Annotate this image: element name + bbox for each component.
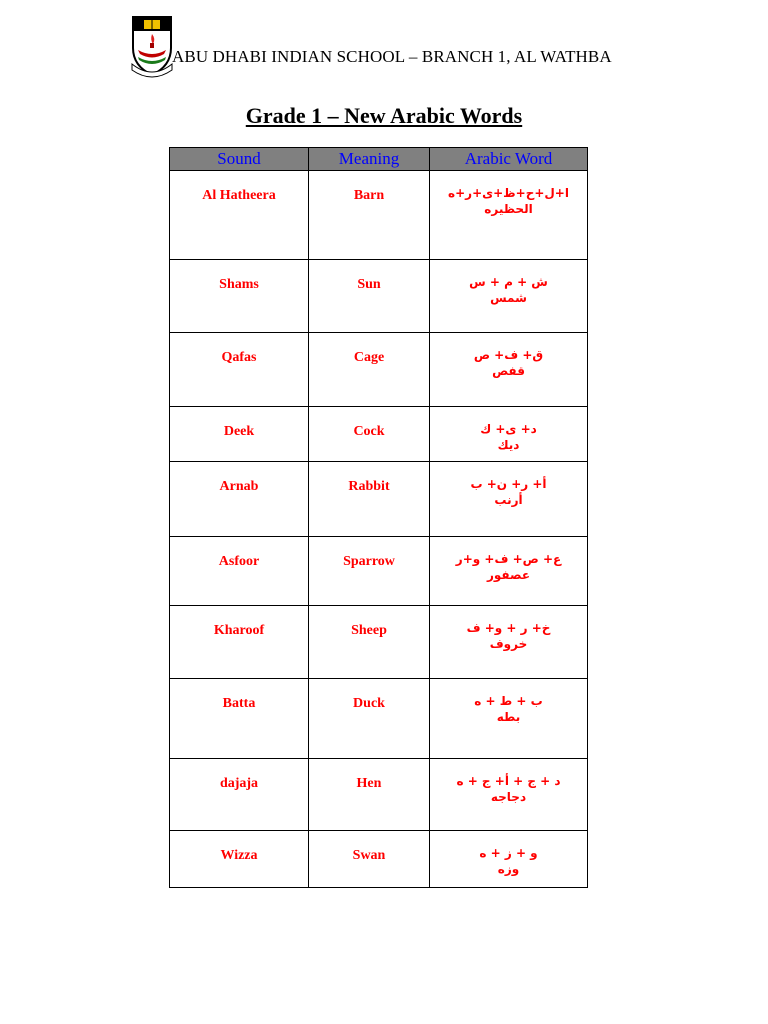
arabic-letters: ش + م + س bbox=[469, 275, 548, 289]
arabic-word-cell bbox=[430, 333, 588, 407]
column-header-meaning: Meaning bbox=[309, 148, 430, 171]
meaning-cell: Swan bbox=[309, 831, 430, 888]
school-name: ABU DHABI INDIAN SCHOOL – BRANCH 1, AL WATHBA bbox=[172, 47, 612, 66]
sound-cell: Qafas bbox=[170, 333, 309, 407]
arabic-words-table bbox=[169, 147, 588, 888]
table-row bbox=[170, 462, 588, 537]
arabic-word-cell bbox=[430, 759, 588, 831]
arabic-word-cell bbox=[430, 831, 588, 888]
column-header-sound: Sound bbox=[170, 148, 309, 171]
sound-cell: Asfoor bbox=[170, 537, 309, 606]
arabic-letters: د+ ى+ ك bbox=[480, 422, 537, 436]
arabic-word-cell bbox=[430, 606, 588, 679]
arabic-letters: خ+ ر + و+ ف bbox=[466, 621, 551, 635]
arabic-letters: و + ز + ه bbox=[479, 846, 538, 860]
sound-cell: Shams bbox=[170, 260, 309, 333]
table-row bbox=[170, 407, 588, 462]
meaning-cell: Duck bbox=[309, 679, 430, 759]
arabic-word-cell bbox=[430, 537, 588, 606]
meaning-cell: Sheep bbox=[309, 606, 430, 679]
arabic-word-cell bbox=[430, 260, 588, 333]
table-row bbox=[170, 537, 588, 606]
arabic-word: قفص bbox=[492, 364, 525, 378]
arabic-letters: د + ج + أ+ ج + ه bbox=[456, 774, 561, 788]
table-row bbox=[170, 679, 588, 759]
arabic-word: عصفور bbox=[486, 568, 531, 582]
arabic-word: خروف bbox=[489, 637, 528, 651]
meaning-cell: Barn bbox=[309, 171, 430, 260]
arabic-word: ديك bbox=[497, 438, 520, 452]
sound-cell: Kharoof bbox=[170, 606, 309, 679]
arabic-word: دجاجه bbox=[490, 790, 527, 804]
column-header-arabic-word: Arabic Word bbox=[430, 148, 588, 171]
arabic-word-cell bbox=[430, 407, 588, 462]
arabic-letters: أ+ ر+ ن+ ب bbox=[470, 477, 547, 491]
sound-cell: Wizza bbox=[170, 831, 309, 888]
table-row bbox=[170, 831, 588, 888]
table-row bbox=[170, 759, 588, 831]
sound-cell: dajaja bbox=[170, 759, 309, 831]
arabic-word-cell bbox=[430, 462, 588, 537]
table-header-row bbox=[170, 148, 588, 171]
arabic-word-cell bbox=[430, 679, 588, 759]
arabic-word: الحظيره bbox=[484, 202, 533, 216]
table-row bbox=[170, 333, 588, 407]
table-row bbox=[170, 260, 588, 333]
school-crest-icon bbox=[130, 14, 174, 78]
arabic-letters: ب + ط + ه bbox=[474, 694, 543, 708]
arabic-word: شمس bbox=[490, 291, 527, 305]
arabic-word: أرنب bbox=[494, 493, 523, 507]
meaning-cell: Rabbit bbox=[309, 462, 430, 537]
meaning-cell: Cock bbox=[309, 407, 430, 462]
sound-cell: Arnab bbox=[170, 462, 309, 537]
arabic-word: بطه bbox=[496, 710, 521, 724]
meaning-cell: Sparrow bbox=[309, 537, 430, 606]
table-row bbox=[170, 606, 588, 679]
meaning-cell: Sun bbox=[309, 260, 430, 333]
arabic-letters: ع+ ص+ ف+ و+ر bbox=[455, 552, 562, 566]
sound-cell: Batta bbox=[170, 679, 309, 759]
sound-cell: Deek bbox=[170, 407, 309, 462]
arabic-letters: ق+ ف+ ص bbox=[473, 348, 544, 362]
arabic-word: وزه bbox=[497, 862, 520, 876]
page-title: Grade 1 – New Arabic Words bbox=[245, 103, 523, 128]
arabic-word-cell bbox=[430, 171, 588, 260]
document-header bbox=[130, 14, 690, 80]
meaning-cell: Cage bbox=[309, 333, 430, 407]
arabic-letters: ا+ل+ح+ظ+ى+ر+ه bbox=[448, 186, 569, 200]
meaning-cell: Hen bbox=[309, 759, 430, 831]
sound-cell: Al Hatheera bbox=[170, 171, 309, 260]
table-row bbox=[170, 171, 588, 260]
